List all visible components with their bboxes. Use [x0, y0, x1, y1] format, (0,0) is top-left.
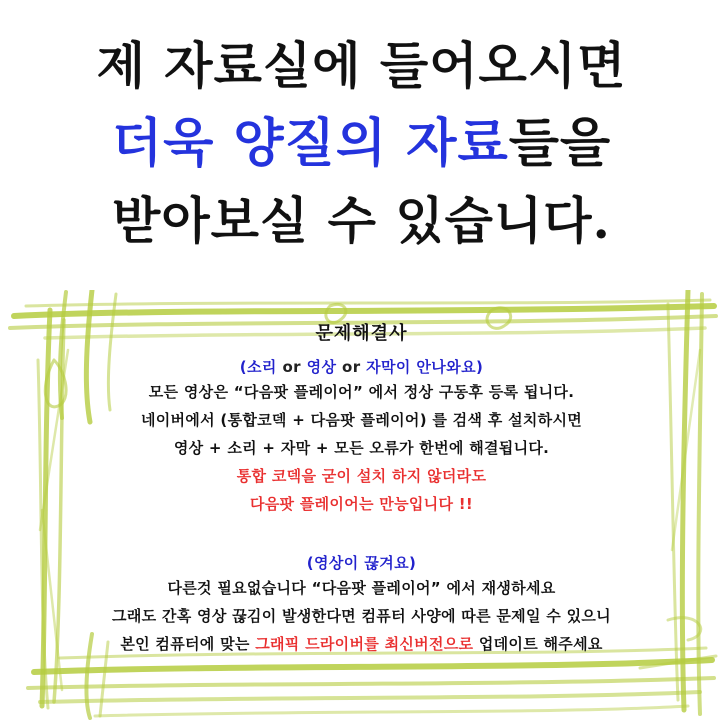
text-segment: 더욱 양질의 자료 [111, 112, 509, 174]
info-box [0, 290, 723, 720]
poster-heading [0, 0, 723, 288]
text-segment: 자막이 안나와요) [360, 358, 484, 376]
box-title: 문제해결사 [315, 323, 408, 344]
text-segment: or [341, 358, 361, 376]
section1-line-2 [30, 406, 693, 434]
heading-line-1: 제 자료실에 들어오시면 [96, 36, 627, 96]
text-segment: 네이버에서 (통합코덱 + 다음팟 플레이어) 를 검색 후 설치하시면 [140, 411, 583, 429]
text-segment: 통합 코덱을 굳이 설치 하지 않더라도 [236, 467, 487, 485]
text-segment: 업데이트 해주세요 [473, 635, 603, 653]
text-segment: 영상 + 소리 + 자막 + 모든 오류가 한번에 해결됩니다. [173, 439, 550, 457]
section2-line-1 [30, 574, 693, 602]
section2-line-2 [30, 602, 693, 630]
text-segment: 모든 영상은 “다음팟 플레이어” 에서 정상 구동후 등록 됩니다. [148, 383, 575, 401]
text-segment: 들을 [508, 112, 612, 174]
info-box-content [30, 322, 693, 658]
text-segment: 본인 컴퓨터에 맞는 [120, 635, 256, 653]
heading-line-3: 받아보실 수 있습니다. [112, 191, 611, 251]
text-segment: (소리 [239, 358, 283, 376]
section2-subtitle [30, 552, 693, 574]
section1-line-3 [30, 434, 693, 462]
text-segment: 그래도 간혹 영상 끊김이 발생한다면 컴퓨터 사양에 따른 문제일 수 있으니 [112, 607, 611, 625]
section1-line-1 [30, 378, 693, 406]
section1-line-4-red [30, 462, 693, 490]
section-gap [30, 518, 693, 542]
text-segment: 다음팟 플레이어는 만능입니다 !! [249, 495, 474, 513]
text-segment: (영상이 끊겨요) [306, 554, 417, 572]
section1-subtitle [30, 356, 693, 378]
text-segment: or [282, 358, 301, 376]
text-segment: 다른것 필요없습니다 “다음팟 플레이어” 에서 재생하세요 [167, 579, 556, 597]
section2-line-3 [30, 630, 693, 658]
text-segment: 영상 [300, 358, 342, 376]
text-segment: 그래픽 드라이버를 최신버전으로 [255, 635, 474, 653]
section1-line-5-red [30, 490, 693, 518]
heading-line-2 [111, 112, 612, 174]
